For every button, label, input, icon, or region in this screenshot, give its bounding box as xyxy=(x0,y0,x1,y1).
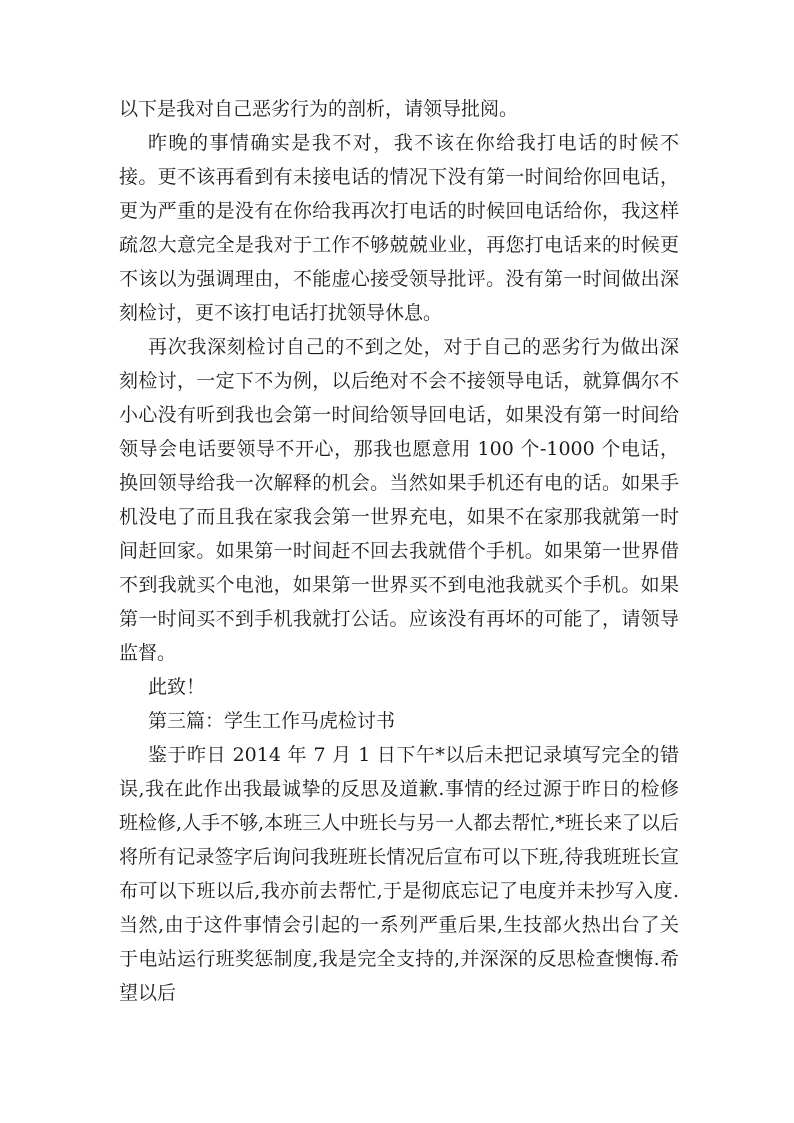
document-page xyxy=(119,92,679,1010)
paragraph-intro: 以下是我对自己恶劣行为的剖析，请领导批阅。 xyxy=(119,98,519,120)
paragraph-self-criticism: 再次我深刻检讨自己的不到之处，对于自己的恶劣行为做出深刻检讨，一定下不为例，以后绝对不会不接领导电话，就算偶尔不小心没有听到我也会第一时间给领导回电话，如果没有第一时间给领导会电话要领导不开心，那我也愿意用 100 个-1000 个电话，换回领导给我一次解释的机会。当然如果手机还有电的话。如果手机没电了而且我在家我会第一世界充电，如果不在家那我就第一时间赶回家。如果第一时间赶不回去我就借个手机。如果第一世界借不到我就买个电池，如果第一世界买不到电池我就买个手机。如果第一时间买不到手机我就打公话。应该没有再坏的可能了，请领导监督。 xyxy=(119,336,679,664)
paragraph-last-night: 昨晚的事情确实是我不对，我不该在你给我打电话的时候不接。更不该再看到有未接电话的情况下没有第一时间给你回电话，更为严重的是没有在你给我再次打电话的时候回电话给你，我这样疏忽大意完全是我对于工作不够兢兢业业，再您打电话来的时候更不该以为强调理由，不能虚心接受领导批评。没有第一时间做出深刻检讨，更不该打电话打扰领导休息。 xyxy=(119,132,679,324)
paragraph-incident: 鉴于昨日 2014 年 7 月 1 日下午*以后未把记录填写完全的错误,我在此作出我最诚挚的反思及道歉.事情的经过源于昨日的检修班检修,人手不够,本班三人中班长与另一人都去帮忙,*班长来了以后将所有记录签字后询问我班班长情况后宣布可以下班,待我班班长宣布可以下班以后,我亦前去帮忙,于是彻底忘记了电度并未抄写入度.当然,由于这件事情会引起的一系列严重后果,生技部火热出台了关于电站运行班奖惩制度,我是完全支持的,并深深的反思检查懊悔.希望以后 xyxy=(119,744,679,1004)
paragraph-closing: 此致！ xyxy=(148,676,206,698)
section-heading: 第三篇：学生工作马虎检讨书 xyxy=(148,710,396,732)
